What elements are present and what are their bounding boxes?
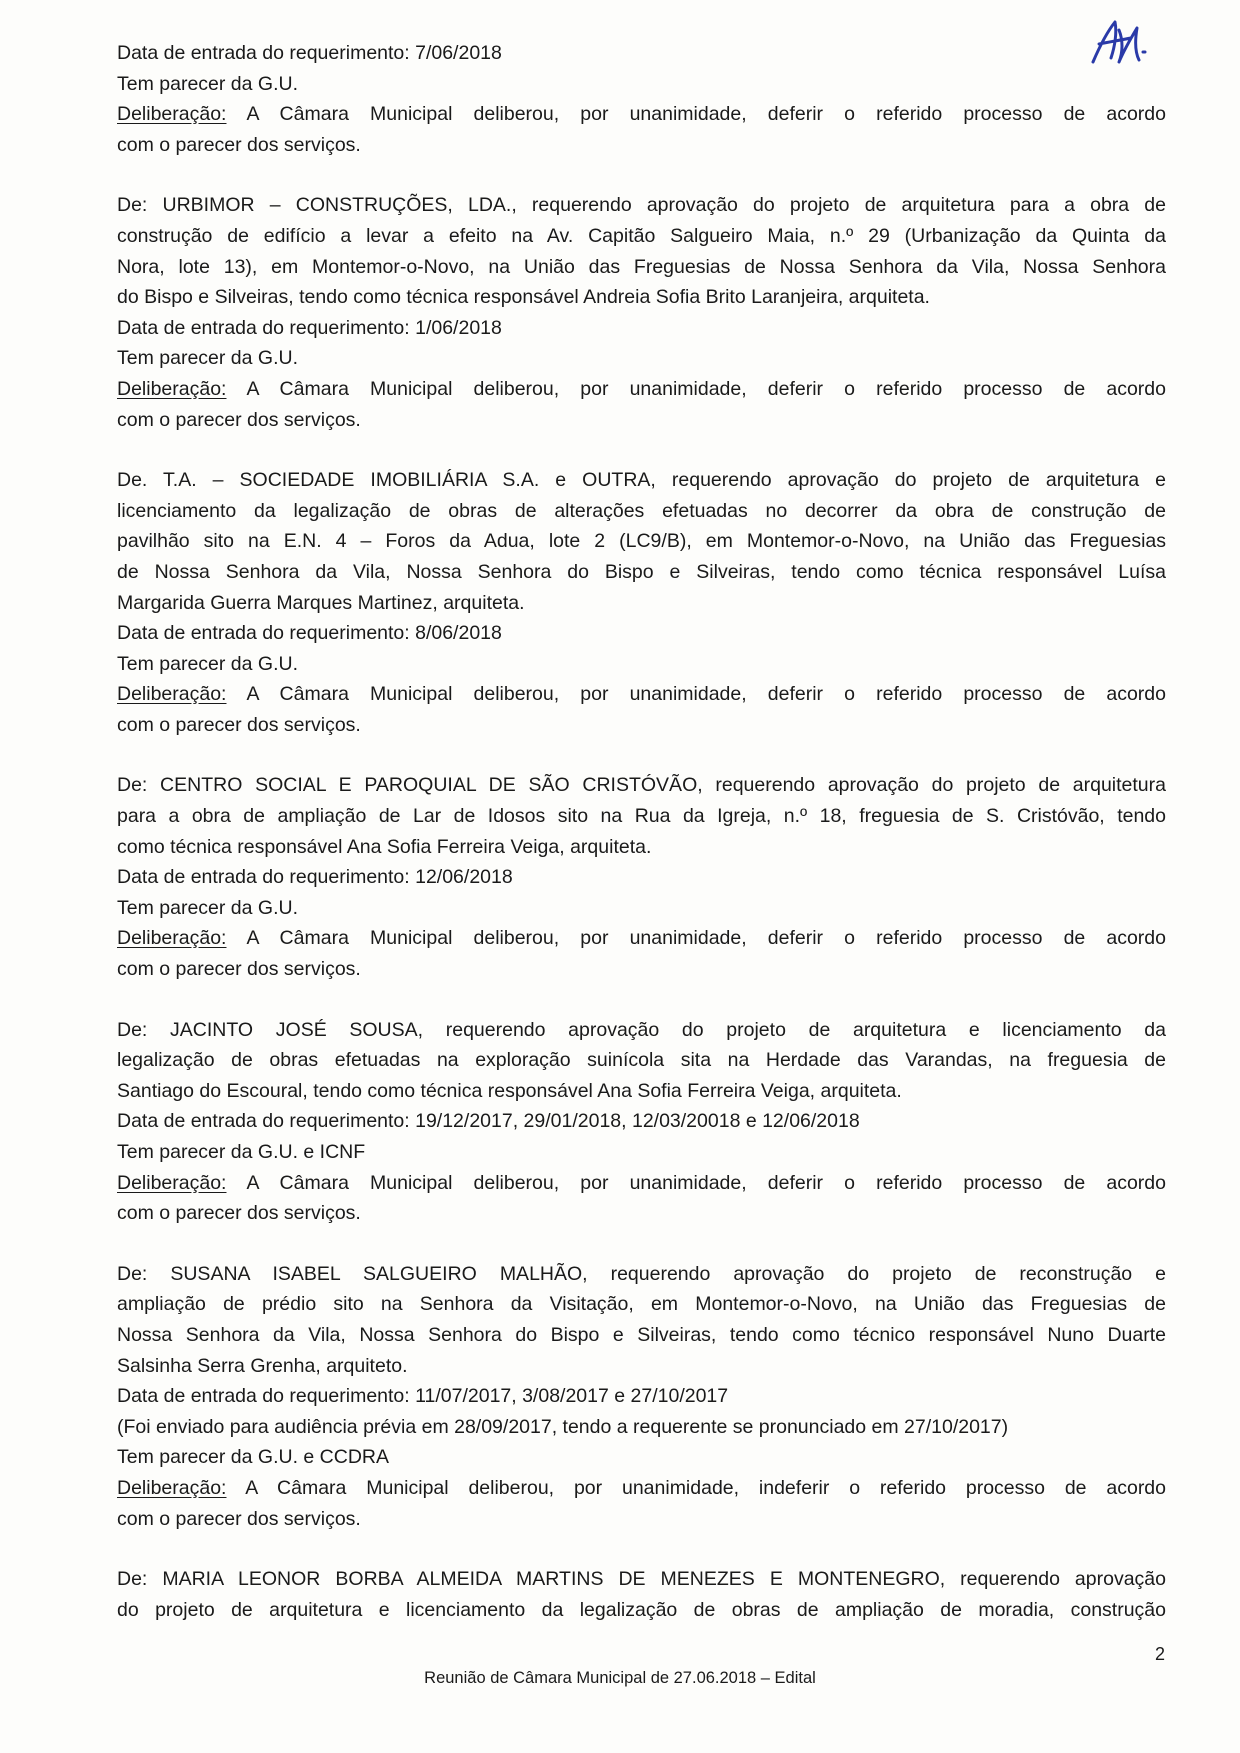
entry-date-line: Data de entrada do requerimento: 19/12/2017, 29/01/2018, 12/03/20018 e 12/06/2018 <box>117 1110 860 1133</box>
request-entry <box>117 465 1166 740</box>
request-entry <box>117 770 1166 984</box>
deliberation-label: Deliberação: <box>117 1476 227 1499</box>
request-body: De: MARIA LEONOR BORBA ALMEIDA MARTINS DE MENEZES E MONTENEGRO, requerendo aprovação do projeto de arquitetura e licenciamento da legalização de obras de ampliação de moradia, construção <box>117 1568 1166 1621</box>
entry-date-line: Data de entrada do requerimento: 1/06/2018 <box>117 316 502 339</box>
opinion-line: Tem parecer da G.U. e CCDRA <box>117 1446 390 1469</box>
entry-date-line: Data de entrada do requerimento: 11/07/2017, 3/08/2017 e 27/10/2017 <box>117 1385 729 1408</box>
deliberation-label: Deliberação: <box>117 683 227 706</box>
deliberation: Deliberação: A Câmara Municipal deliberou, por unanimidade, deferir o referido processo de acordo com o parecer dos serviços. <box>117 683 1166 736</box>
request-entry <box>117 1259 1166 1534</box>
request-body: De: CENTRO SOCIAL E PAROQUIAL DE SÃO CRISTÓVÃO, requerendo aprovação do projeto de arquitetura para a obra de ampliação de Lar de Idosos sito na Rua da Igreja, n.º 18, freguesia de S. Cristóvão, tendo como técnica responsável Ana Sofia Ferreira Veiga, arquiteta. <box>117 774 1166 858</box>
deliberation <box>117 99 1166 160</box>
entry-date-line: Data de entrada do requerimento: 7/06/2018 <box>117 42 502 64</box>
request-entry <box>117 190 1166 435</box>
opinion-line: Tem parecer da G.U. e ICNF <box>117 1141 366 1163</box>
deliberation-label: Deliberação: <box>117 927 227 950</box>
deliberation: Deliberação: A Câmara Municipal deliberou, por unanimidade, deferir o referido processo de acordo com o parecer dos serviços. <box>117 927 1166 981</box>
deliberation-text: A Câmara Municipal deliberou, por unanimidade, deferir o referido processo de acordo <box>226 103 1166 126</box>
page-number: 2 <box>1155 1644 1166 1664</box>
deliberation: Deliberação: A Câmara Municipal deliberou, por unanimidade, deferir o referido processo de acordo com o parecer dos serviços. <box>117 1171 1166 1225</box>
entry-date-line: Data de entrada do requerimento: 8/06/2018 <box>117 622 502 645</box>
request-body: De. T.A. – SOCIEDADE IMOBILIÁRIA S.A. e OUTRA, requerendo aprovação do projeto de arquitetura e licenciamento da legalização de obras de alterações efetuadas no decorrer da obra de construção de pavilhão sito na E.N. 4 – Foros da Adua, lote 2 (LC9/B), em Montemor-o-Novo, na União das Freguesias de Nossa Senhora da Vila, Nossa Senhora do Bispo e Silveiras, tendo como técnica responsável Luísa Margarida Guerra Marques Martinez, arquiteta. <box>117 469 1166 614</box>
opinion-line: Tem parecer da G.U. <box>117 652 298 675</box>
opinion-line: Tem parecer da G.U. <box>117 896 298 919</box>
request-body: De: URBIMOR – CONSTRUÇÕES, LDA., requerendo aprovação do projeto de arquitetura para a obra de construção de edifício a levar a efeito na Av. Capitão Salgueiro Maia, n.º 29 (Urbanização da Quinta da Nora, lote 13), em Montemor-o-Novo, na União das Freguesias de Nossa Senhora da Vila, Nossa Senhora do Bispo e Silveiras, tendo como técnica responsável Andreia Sofia Brito Laranjeira, arquiteta. <box>117 194 1166 309</box>
request-entry-continued <box>117 1564 1166 1625</box>
deliberation-label: Deliberação: <box>117 1171 227 1194</box>
request-body: De: SUSANA ISABEL SALGUEIRO MALHÃO, requerendo aprovação do projeto de reconstrução e ampliação de prédio sito na Senhora da Visitação, em Montemor-o-Novo, na União das Freguesias de Nossa Senhora da Vila, Nossa Senhora do Bispo e Silveiras, tendo como técnico responsável Nuno Duarte Salsinha Serra Grenha, arquiteto. <box>117 1262 1166 1377</box>
deliberation-label: Deliberação: <box>117 377 227 400</box>
deliberation-text: com o parecer dos serviços. <box>117 133 361 156</box>
opinion-line: Tem parecer da G.U. <box>117 72 298 95</box>
entry-date-line: Data de entrada do requerimento: 12/06/2018 <box>117 866 513 889</box>
document-body <box>117 38 1166 1625</box>
deliberation-label: Deliberação: <box>117 103 227 126</box>
deliberation: Deliberação: A Câmara Municipal deliberou, por unanimidade, indeferir o referido processo de acordo com o parecer dos serviços. <box>117 1476 1166 1530</box>
opinion-line: Tem parecer da G.U. <box>117 347 298 370</box>
deliberation: Deliberação: A Câmara Municipal deliberou, por unanimidade, deferir o referido processo de acordo com o parecer dos serviços. <box>117 377 1166 431</box>
page-footer: Reunião de Câmara Municipal de 27.06.2018 – Edital <box>424 1669 816 1687</box>
header-section <box>117 38 1166 160</box>
request-entry <box>117 1015 1166 1229</box>
request-body: De: JACINTO JOSÉ SOUSA, requerendo aprovação do projeto de arquitetura e licenciamento da legalização de obras efetuadas na exploração suinícola sita na Herdade das Varandas, na freguesia de Santiago do Escoural, tendo como técnica responsável Ana Sofia Ferreira Veiga, arquiteta. <box>117 1018 1166 1102</box>
hearing-note-line: (Foi enviado para audiência prévia em 28/09/2017, tendo a requerente se pronunciado em 27/10/2017) <box>117 1415 1009 1438</box>
